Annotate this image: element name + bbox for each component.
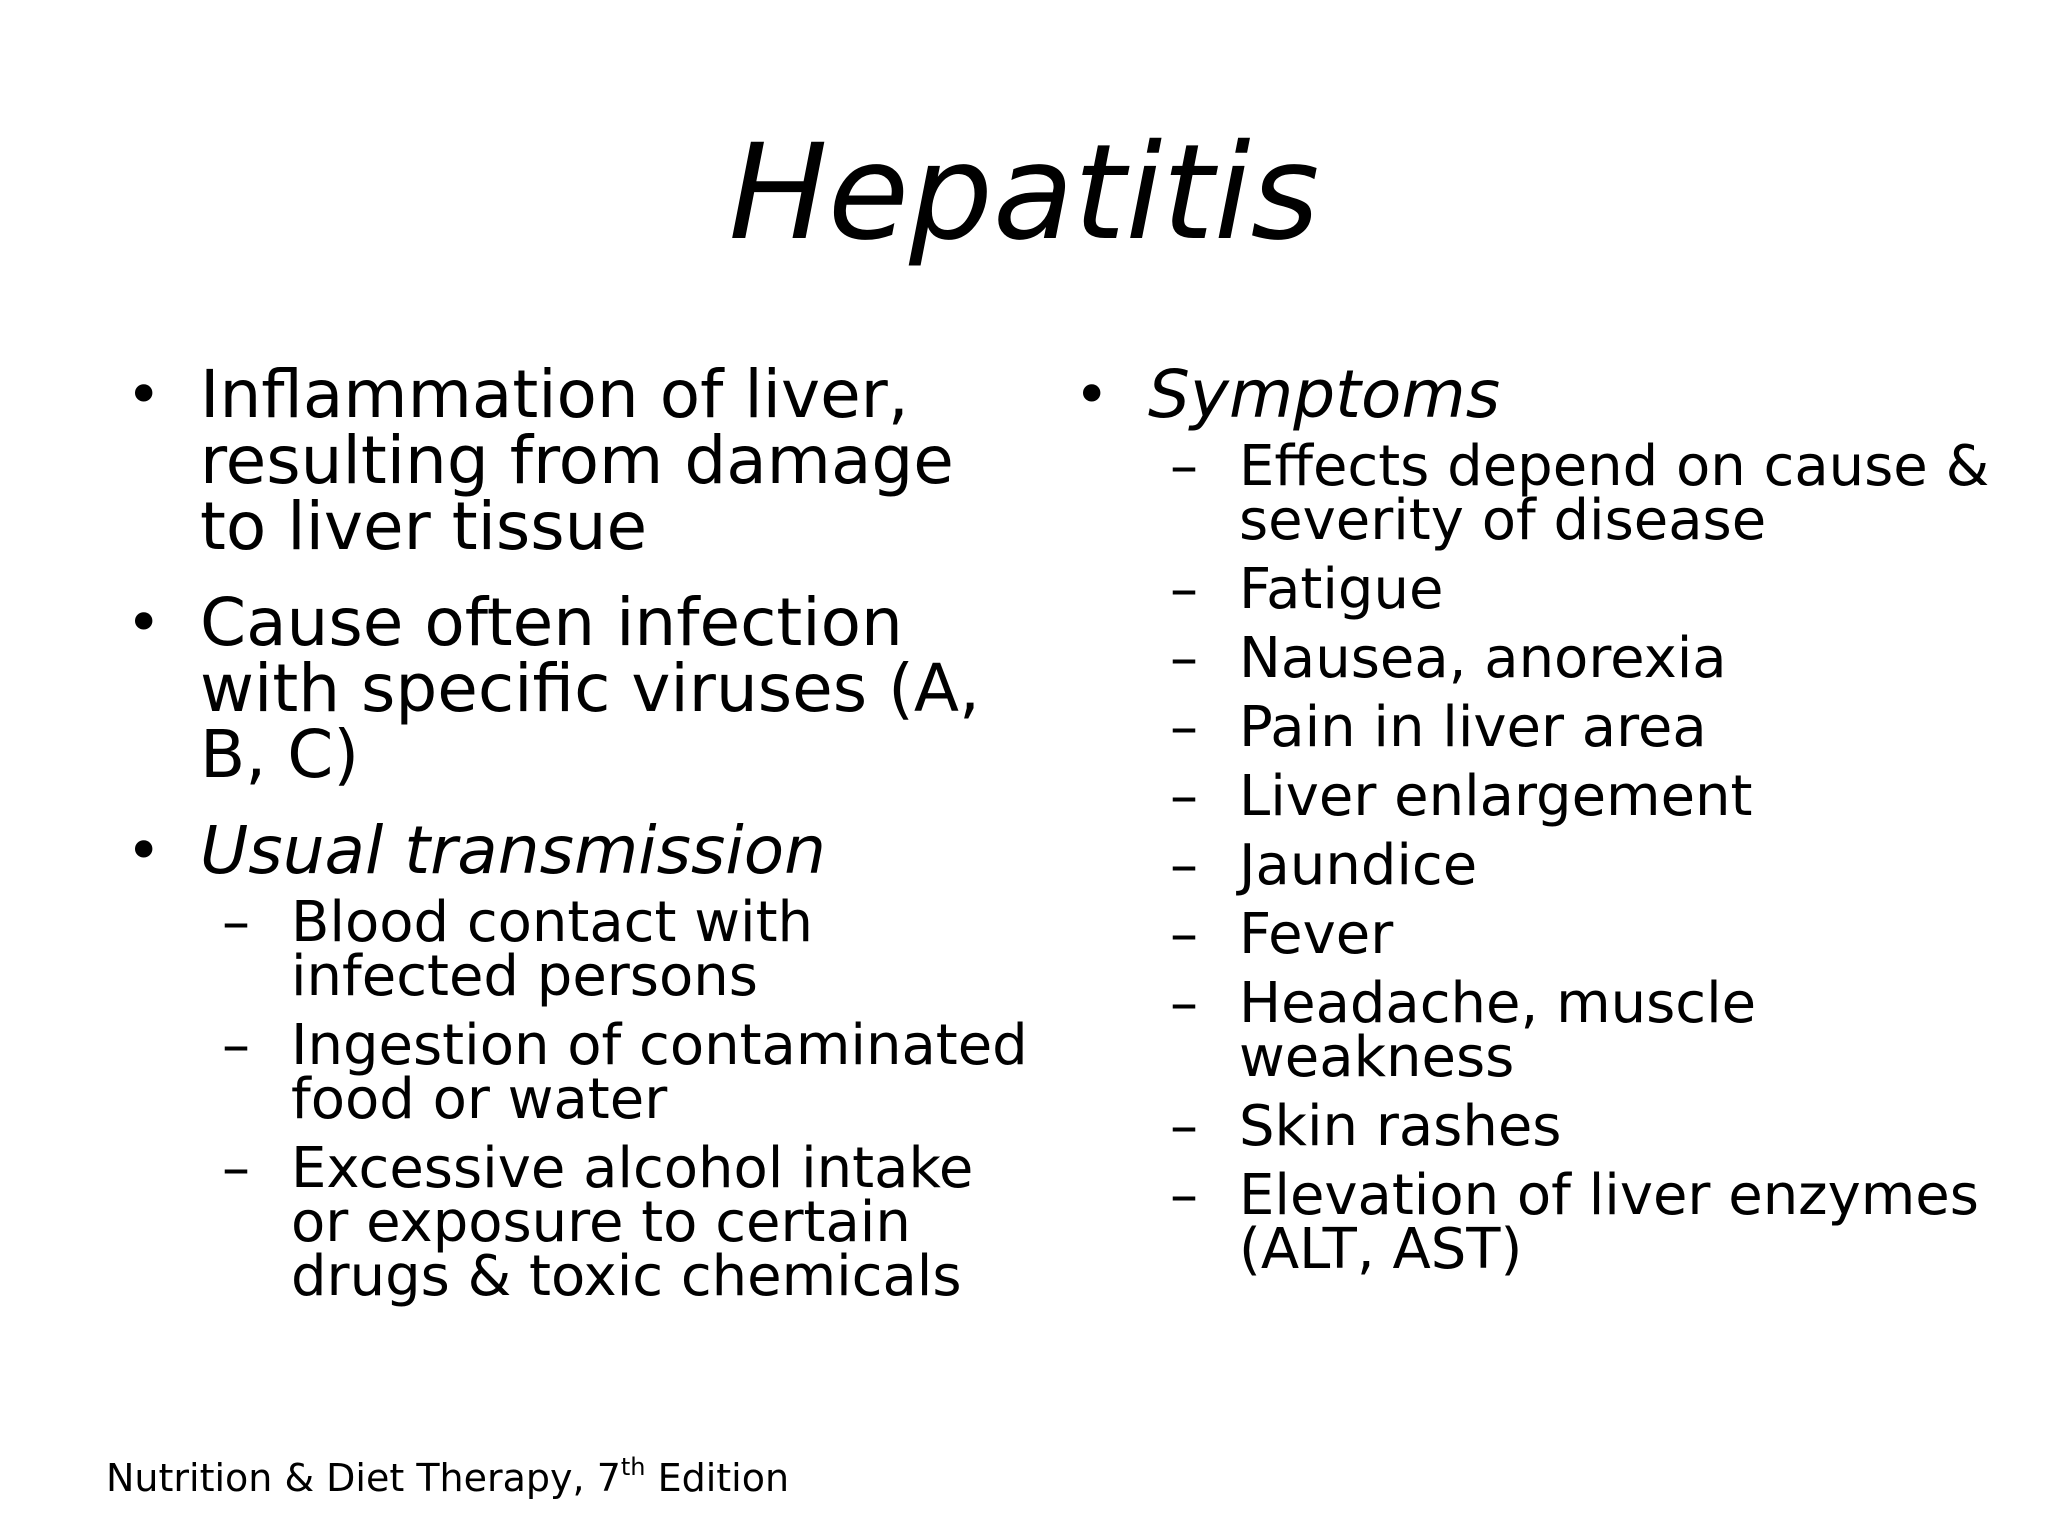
- left-bullet-list: [120, 356, 1040, 1309]
- sub-item-text: Jaundice: [1239, 833, 1478, 898]
- dash-icon: –: [1170, 1163, 1198, 1228]
- dash-icon: –: [1170, 557, 1198, 622]
- sub-item-text: Elevation of liver enzymes (ALT, AST): [1239, 1163, 1979, 1282]
- dash-icon: –: [1170, 1094, 1198, 1159]
- sub-list-item: [1148, 626, 2008, 691]
- sub-item-text: Effects depend on cause & severity of disease: [1239, 434, 1990, 553]
- sub-list-item: [1148, 434, 2008, 553]
- sub-list-item: [1148, 833, 2008, 898]
- sub-item-text: Blood contact with infected persons: [291, 890, 814, 1009]
- sub-list-item: [1148, 902, 2008, 967]
- dash-icon: –: [1170, 833, 1198, 898]
- slide-title: Hepatitis: [728, 116, 1320, 270]
- list-item: [120, 584, 1040, 793]
- sub-list-item: [1148, 557, 2008, 622]
- bullet-icon: •: [126, 360, 162, 430]
- sub-list-item: [1148, 764, 2008, 829]
- list-item: [1068, 356, 2008, 1282]
- bullet-text: Symptoms: [1148, 356, 1501, 433]
- sub-item-text: Fever: [1239, 902, 1394, 967]
- sub-list-item: [200, 1013, 1040, 1132]
- transmission-sublist: [200, 890, 1040, 1309]
- list-item: [120, 812, 1040, 1309]
- list-item: [120, 356, 1040, 565]
- sub-item-text: Liver enlargement: [1239, 764, 1753, 829]
- sub-list-item: [1148, 1163, 2008, 1282]
- left-column: [120, 356, 1040, 1334]
- dash-icon: –: [1170, 902, 1198, 967]
- sub-list-item: [1148, 695, 2008, 760]
- dash-icon: –: [1170, 695, 1198, 760]
- footer-text-end: Edition: [645, 1456, 790, 1500]
- footer-superscript: th: [620, 1453, 646, 1481]
- sub-list-item: [1148, 971, 2008, 1090]
- bullet-text: Inflammation of liver, resulting from damage to liver tissue: [200, 356, 954, 565]
- sub-item-text: Headache, muscle weakness: [1239, 971, 1757, 1090]
- sub-item-text: Nausea, anorexia: [1239, 626, 1727, 691]
- sub-item-text: Skin rashes: [1239, 1094, 1562, 1159]
- right-bullet-list: [1068, 356, 2008, 1282]
- bullet-icon: •: [1074, 360, 1110, 430]
- sub-item-text: Fatigue: [1239, 557, 1444, 622]
- sub-item-text: Pain in liver area: [1239, 695, 1707, 760]
- dash-icon: –: [1170, 626, 1198, 691]
- footer-citation: [106, 1453, 790, 1500]
- bullet-icon: •: [126, 816, 162, 886]
- sub-list-item: [200, 890, 1040, 1009]
- symptoms-sublist: [1148, 434, 2008, 1282]
- dash-icon: –: [1170, 971, 1198, 1036]
- right-column: [1068, 356, 2008, 1307]
- sub-item-text: Excessive alcohol intake or exposure to certain drugs & toxic chemicals: [291, 1136, 974, 1309]
- dash-icon: –: [222, 890, 250, 955]
- bullet-icon: •: [126, 588, 162, 658]
- sub-list-item: [200, 1136, 1040, 1309]
- dash-icon: –: [1170, 434, 1198, 499]
- sub-item-text: Ingestion of contaminated food or water: [291, 1013, 1028, 1132]
- bullet-text: Usual transmission: [200, 812, 826, 889]
- dash-icon: –: [1170, 764, 1198, 829]
- dash-icon: –: [222, 1013, 250, 1078]
- dash-icon: –: [222, 1136, 250, 1201]
- footer-text: Nutrition & Diet Therapy, 7: [106, 1456, 621, 1500]
- bullet-text: Cause often infection with specific viruses (A, B, C): [200, 584, 980, 793]
- sub-list-item: [1148, 1094, 2008, 1159]
